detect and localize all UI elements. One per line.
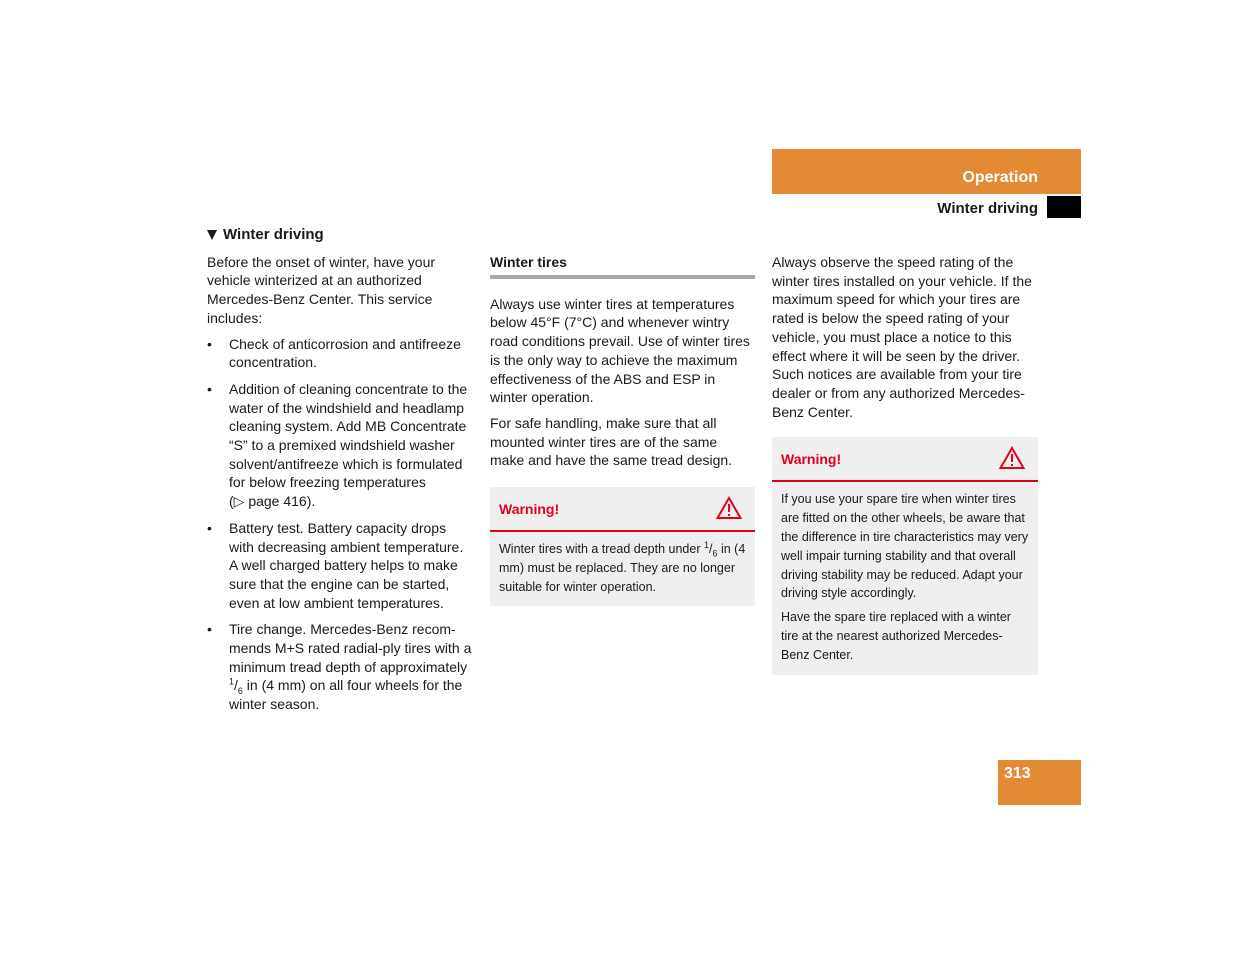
column-left — [207, 226, 472, 722]
section-title: Winter driving — [937, 200, 1038, 217]
section-marker — [1047, 196, 1081, 218]
chapter-title: Operation — [962, 169, 1038, 186]
fraction-denominator: 6 — [712, 548, 718, 559]
warning-title: Warning! — [781, 451, 842, 468]
warning-text: If you use your spare tire when winter tires are fitted on the other wheels, be aware that the difference in tire characteristics may very well impair turning stability and that overall driving stability may be reduced. Adapt your driving style accordingly. — [781, 492, 1029, 601]
fraction-denominator: 6 — [237, 686, 243, 697]
paragraph: Always observe the speed rating of the winter tires installed on your vehicle. If the maximum speed for which your tires are rated is below the speed rating of your vehicle, you must place a notice to this effect where it will be seen by the driver. Such notices are available from your tire dealer or from any authorized Mercedes-Benz Center. — [772, 254, 1032, 420]
page-number: 313 — [1004, 765, 1031, 782]
bullet-icon: • — [207, 519, 212, 536]
bullet-icon: • — [207, 621, 212, 638]
warning-text-pre: Winter tires with a tread depth under — [499, 542, 704, 557]
page-number-box — [998, 760, 1081, 805]
warning-body — [772, 482, 1038, 674]
fraction-slash: / — [234, 677, 238, 694]
list-item — [207, 620, 472, 714]
warning-header — [772, 437, 1038, 482]
list-item-text: Battery test. Battery capacity drops with decreasing ambient temperature. A well charged battery helps to make sure that the engine can be started, even at low ambient temperatures. — [229, 519, 464, 611]
warning-text — [499, 540, 746, 596]
subheading: Winter tires — [490, 253, 755, 279]
section-heading-text: Winter driving — [223, 226, 324, 243]
warning-box — [772, 437, 1038, 674]
list-item-text: Tire change. Mercedes-Benz recom-mends M+S rated radial-ply tires with a minimum tread depth of approximately — [229, 621, 472, 675]
service-list — [207, 335, 472, 714]
paragraph: For safe handling, make sure that all mounted winter tires are of the same make and have the same tread design. — [490, 414, 733, 469]
list-item-text-tail: in (4 mm) on all four wheels for the winter season. — [229, 677, 463, 713]
paragraph: Always use winter tires at temperatures below 45°F (7°C) and whenever wintry road conditions prevail. Use of winter tires is the only way to achieve the maximum effectiveness of the ABS and ESP in winter operation. — [490, 295, 750, 406]
page-reference-link[interactable]: (▷ page 416). — [229, 493, 316, 510]
fraction-numerator: 1 — [703, 539, 709, 550]
list-item — [207, 519, 472, 613]
warning-header — [490, 487, 755, 532]
list-item — [207, 335, 472, 372]
bullet-icon: • — [207, 335, 212, 352]
fraction-numerator: 1 — [229, 676, 235, 687]
bullet-icon: • — [207, 380, 212, 397]
column-right — [772, 253, 1038, 675]
list-item-text: Addition of cleaning concentrate to the water of the windshield and headlamp cleaning system. Add MB Concentrate “S” to a premixed windshield washer solvent/antifreeze which is formulated for below freezing temperatures — [229, 380, 468, 491]
warning-text-post: in (4 mm) must be replaced. They are no longer suitable for winter operation. — [499, 542, 746, 594]
warning-box — [490, 487, 755, 606]
section-heading — [207, 226, 472, 245]
chapter-header-bar — [772, 149, 1081, 194]
warning-triangle-icon — [716, 496, 742, 520]
column-middle — [490, 253, 755, 606]
list-item — [207, 380, 472, 511]
triangle-down-icon — [207, 230, 217, 240]
warning-triangle-icon — [999, 446, 1025, 470]
warning-text: Have the spare tire replaced with a winter tire at the nearest authorized Mercedes-Benz Center. — [781, 610, 1011, 662]
list-item-text: Check of anticorrosion and antifreeze concentration. — [229, 335, 461, 371]
fraction-slash: / — [708, 542, 713, 557]
intro-paragraph: Before the onset of winter, have your vehicle winterized at an authorized Mercedes-Benz Center. This service includes: — [207, 253, 436, 326]
warning-title: Warning! — [499, 501, 560, 518]
warning-body — [490, 532, 755, 606]
